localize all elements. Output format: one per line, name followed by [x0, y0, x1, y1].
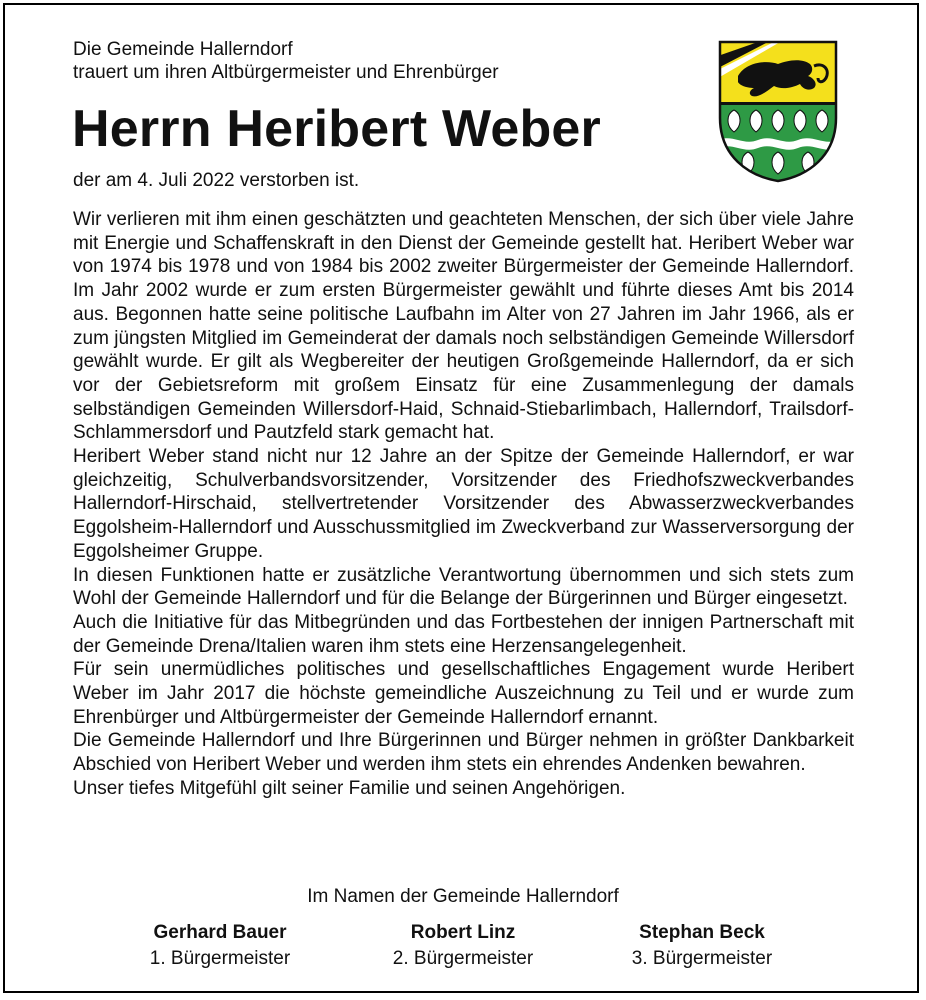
paragraph-honours: Für sein unermüdliches politisches und gesellschaftliches Engagement wurde Heribert Weber im Jahr 2017 die höchste gemeindliche Auszeichnung zu Teil und er wurde zum Ehrenbürger und Altbürgermeister der Gemeinde Hallerndorf ernannt.: [73, 659, 854, 728]
signatory-name: Gerhard Bauer: [153, 922, 287, 943]
signatory-2: [353, 920, 573, 972]
paragraph-career: Wir verlieren mit ihm einen geschätzten und geachteten Menschen, der sich über viele Jahre mit Energie und Schaffenskraft in den Dienst der Gemeinde gestellt hat. Heribert Weber war von 1974 bis 1978 und von 1984 bis 2002 zweiter Bürgermeister der Gemeinde Hallerndorf. Im Jahr 2002 wurde er zum ersten Bürgermeister gewählt und führte dieses Amt bis 2014 aus. Begonnen hatte seine politische Laufbahn im Alter von 27 Jahren im Jahr 1966, als er zum jüngsten Mitglied im Gemeinderat der damals noch selbständigen Gemeinde Willersdorf gewählt wurde. Er gilt als Wegbereiter der heutigen Großgemeinde Hallerndorf, da er sich vor der Gebietsreform mit großem Einsatz für eine Zusammenlegung der damals selbständigen Gemeinden Willersdorf-Haid, Schnaid-Stiebarlimbach, Hallerndorf, Trailsdorf-Schlammersdorf und Pautzfeld stark gemacht hat.: [73, 209, 854, 444]
signatory-name: Stephan Beck: [639, 922, 765, 943]
signatory-name: Robert Linz: [410, 922, 516, 943]
on-behalf-line: Im Namen der Gemeinde Hallerndorf: [307, 886, 619, 907]
deceased-name: Herrn Heribert Weber: [72, 100, 601, 158]
signatory-title: 3. Bürgermeister: [631, 948, 773, 969]
paragraph-farewell: Die Gemeinde Hallerndorf und Ihre Bürgerinnen und Bürger nehmen in größter Dankbarkeit Abschied von Heribert Weber und werden ihm stets ein ehrendes Andenken bewahren.: [73, 730, 854, 776]
paragraph-condolences: Unser tiefes Mitgefühl gilt seiner Familie und seinen Angehörigen.: [73, 777, 626, 799]
death-date-line: der am 4. Juli 2022 verstorben ist.: [73, 170, 360, 191]
signatory-1: [110, 920, 330, 972]
intro-block: [73, 38, 499, 84]
paragraph-responsibility: In diesen Funktionen hatte er zusätzliche Verantwortung übernommen und sich stets zum Wohl der Gemeinde Hallerndorf und für die Belange der Bürgerinnen und Bürger eingesetzt.: [73, 564, 854, 610]
intro-line-2: trauert um ihren Altbürgermeister und Ehrenbürger: [73, 62, 499, 83]
obituary-text: [73, 208, 854, 801]
paragraph-partnership: Auch die Initiative für das Mitbegründen und das Fortbestehen der innigen Partnerschaft mit der Gemeinde Drena/Italien waren ihm stets eine Herzensangelegenheit.: [73, 611, 854, 657]
coat-of-arms-icon: [718, 40, 838, 183]
signatory-title: 1. Bürgermeister: [149, 948, 291, 969]
signatory-title: 2. Bürgermeister: [392, 948, 534, 969]
paragraph-offices: Heribert Weber stand nicht nur 12 Jahre an der Spitze der Gemeinde Hallerndorf, er war gleichzeitig, Schulverbandsvorsitzender, Vorsitzender des Friedhofszweckverbandes Hallerndorf-Hirschaid, stellvertretender Vorsitzender des Abwasserzweckverbandes Eggolsheim-Hallerndorf und Ausschussmitglied im Zweckverband zur Wasserversorgung der Eggolsheimer Gruppe.: [73, 446, 854, 562]
intro-line-1: Die Gemeinde Hallerndorf: [73, 39, 293, 60]
signatory-3: [592, 920, 812, 972]
